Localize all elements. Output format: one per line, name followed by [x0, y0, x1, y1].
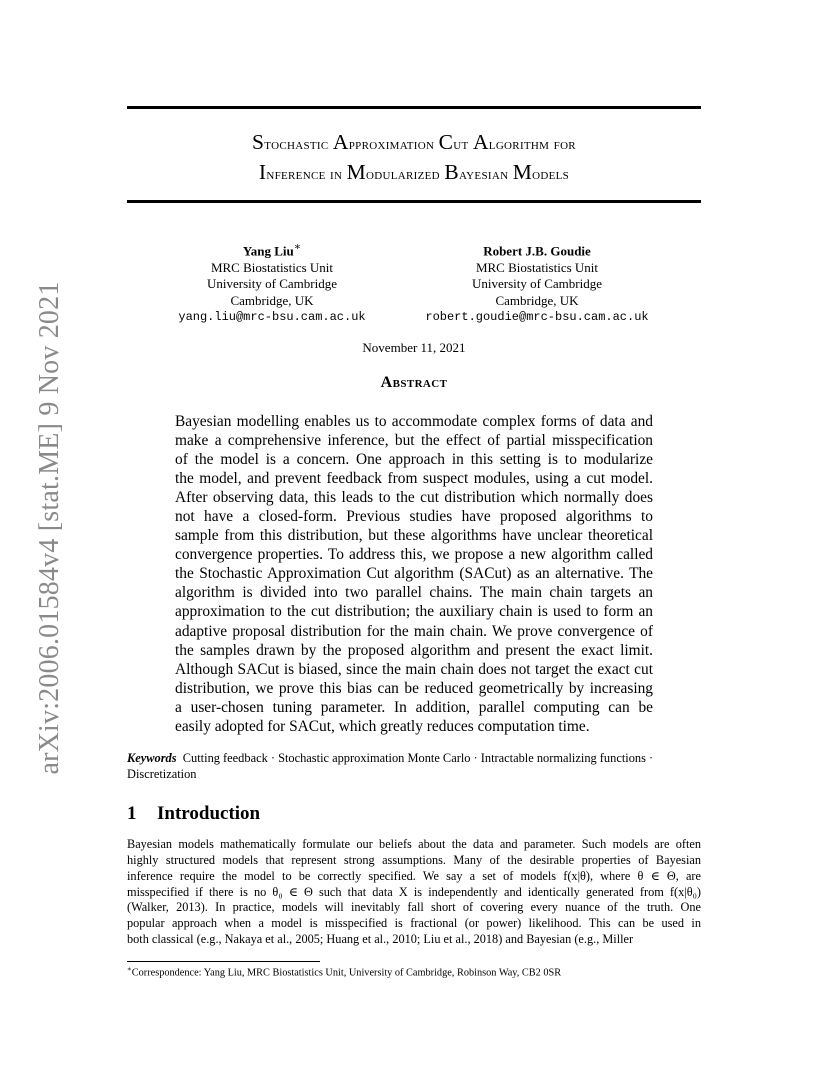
intro-paragraph — [127, 837, 701, 948]
keywords-text: Cutting feedback · Stochastic approximation Monte Carlo · Intractable normalizing functions · Discretization — [127, 751, 654, 781]
abstract-line: approximation to the cut distribution; the auxiliary chain is used to form an — [175, 603, 653, 621]
abstract-line: convergence properties. To address this, we propose a new algorithm called — [175, 546, 653, 564]
author-unit: MRC Biostatistics Unit — [475, 259, 599, 275]
abstract-line: not have a closed-form. Previous studies have proposed algorithms to — [175, 508, 653, 526]
intro-line: (Walker, 2013). In practice, models will inevitably fall short of covering every nuance of the truth. One — [127, 900, 701, 915]
abstract-line: a user-chosen tuning parameter. In addition, parallel computing can be — [175, 698, 653, 716]
author-email[interactable]: yang.liu@mrc-bsu.cam.ac.uk — [178, 309, 366, 324]
abstract-line: Bayesian modelling enables us to accommodate complex forms of data and — [175, 413, 653, 430]
abstract-heading: Abstract — [380, 374, 448, 391]
author-name: Yang Liu∗ — [242, 241, 302, 259]
author-location: Cambridge, UK — [495, 292, 579, 308]
title-rule-top — [127, 106, 701, 109]
abstract-line: Although SACut is biased, since the main chain does not target the exact cut — [175, 660, 653, 678]
abstract-line: the model, and prevent feedback from suspect modules, using a cut model. — [175, 470, 653, 488]
author-unit: MRC Biostatistics Unit — [210, 259, 334, 275]
footnote-text: Correspondence: Yang Liu, MRC Biostatistics Unit, University of Cambridge, Robinson Way, CB2 0SR — [131, 967, 562, 979]
abstract-line: sample from this distribution, but these algorithms have unclear theoretical — [175, 527, 653, 545]
abstract-line: make a comprehensive inference, but the effect of partial misspecification — [175, 432, 653, 450]
footnote — [127, 965, 561, 978]
abstract-line: the samples drawn by the proposed algorithm and present the exact limit. — [175, 641, 653, 659]
intro-line: misspecified if there is no θ₀ ∈ Θ such that data X is independently and identically generated from f(x|θ₀) — [127, 884, 701, 899]
intro-line: both classical (e.g., Nakaya et al., 2005; Huang et al., 2010; Liu et al., 2018) and Bayesian (e.g., Miller — [127, 932, 634, 947]
keywords-label: Keywords — [127, 751, 177, 765]
paper-date: November 11, 2021 — [362, 340, 466, 355]
author-email[interactable]: robert.goudie@mrc-bsu.cam.ac.uk — [425, 309, 649, 324]
abstract-line: easily adopted for SACut, which greatly reduces computation time. — [175, 717, 590, 735]
intro-line: inference require the model to be correctly specified. We say a set of models f(x|θ), where θ ∈ Θ, are — [127, 868, 701, 883]
keywords — [127, 750, 701, 782]
author-location: Cambridge, UK — [230, 292, 314, 308]
author-block-2 — [407, 239, 667, 325]
abstract-line: adaptive proposal distribution for the main chain. We prove convergence of — [175, 622, 653, 640]
footnote-mark: ∗ — [293, 241, 302, 253]
intro-line: Bayesian models mathematically formulate our beliefs about the data and parameter. Such models are often — [127, 837, 701, 851]
author-name: Robert J.B. Goudie — [483, 243, 591, 259]
footnote-rule — [127, 961, 320, 962]
author-block-1 — [142, 239, 402, 325]
abstract-body — [175, 412, 653, 736]
paper-title-line-2: Inference in Modularized Bayesian Models — [258, 160, 570, 184]
abstract-line: the Stochastic Approximation Cut algorithm (SACut) as an alternative. The — [175, 565, 653, 583]
abstract-line: of the model is a concern. One approach in this setting is to modularize — [175, 451, 653, 469]
abstract-line: algorithm is divided into two parallel chains. The main chain targets an — [175, 584, 653, 602]
author-university: University of Cambridge — [207, 276, 337, 292]
arxiv-stamp: arXiv:2006.01584v4 [stat.ME] 9 Nov 2021 — [34, 281, 65, 775]
title-rule-bottom — [127, 200, 701, 203]
footnote-mark: ∗ — [127, 965, 132, 973]
section-number: 1 — [127, 803, 137, 824]
abstract-line: After observing data, this leads to the cut distribution which normally does — [175, 489, 653, 507]
section-heading — [127, 803, 260, 825]
intro-line: popular approach when a model is misspecified is fractional (or power) likelihood. This can be used in — [127, 916, 701, 931]
author-university: University of Cambridge — [472, 276, 602, 292]
section-title: Introduction — [157, 803, 261, 824]
abstract-line: distribution, we prove this bias can be reduced geometrically by increasing — [175, 679, 653, 697]
paper-title-line-1: Stochastic Approximation Cut Algorithm for — [252, 130, 576, 154]
intro-line: highly structured models that represent strong assumptions. Many of the desirable properties of Bayesian — [127, 852, 701, 867]
